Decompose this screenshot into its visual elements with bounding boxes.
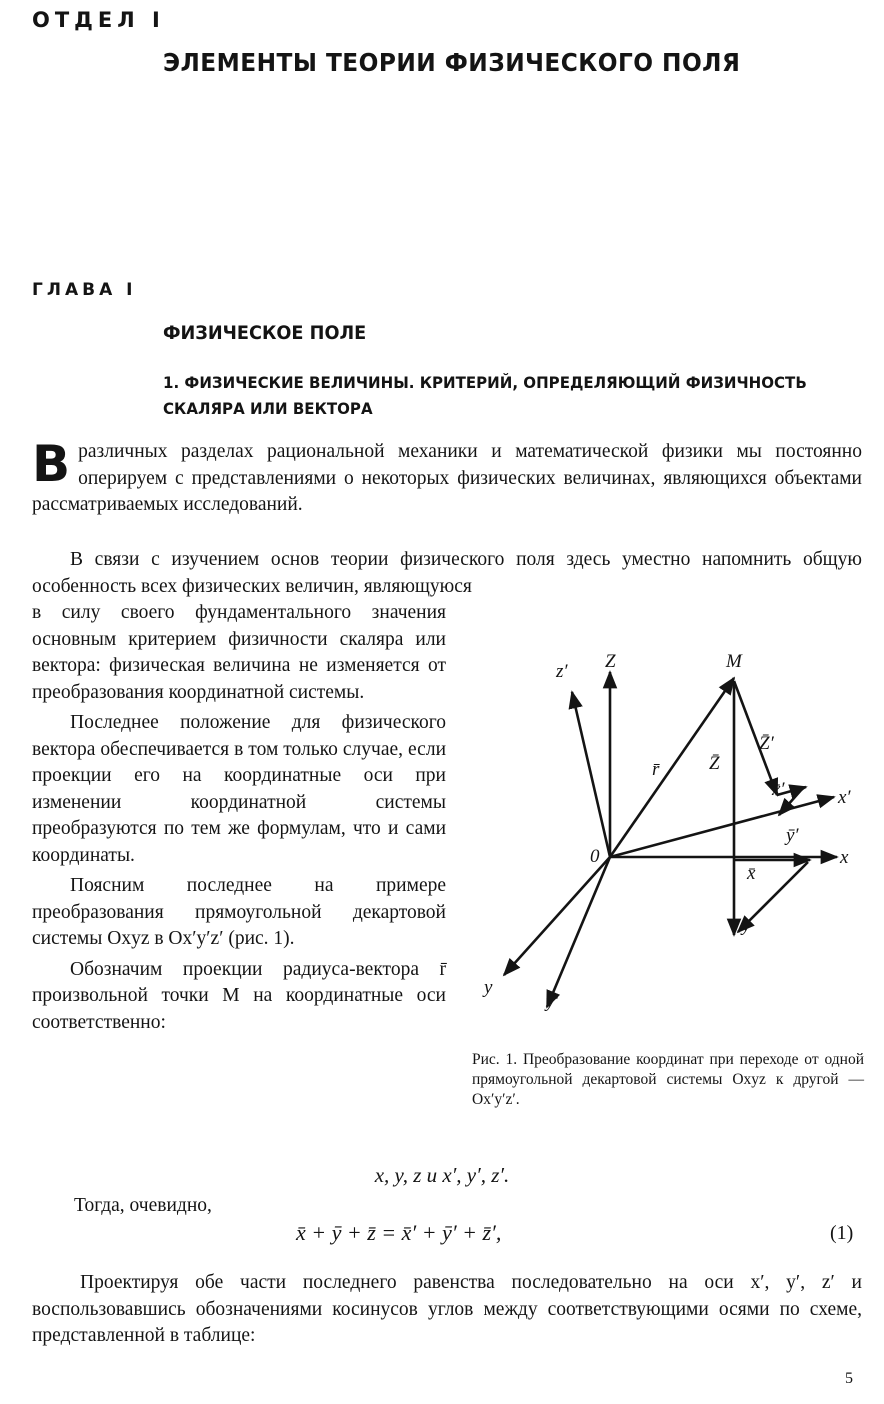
chapter-label: ГЛАВА I: [32, 280, 137, 300]
label-z-prime: z′: [556, 661, 568, 682]
label-x: x: [840, 847, 849, 868]
paragraph-intro-text: различных разделах рациональной механики и математической физики мы постоянно оперируем с представлениями о некоторых физических величинах, являющихся объектами рассматриваемых исследований.: [32, 441, 862, 515]
coordinate-figure: [472, 645, 864, 1025]
paragraph-criterion-cont: в силу своего фундаментального значения основным критерием физичности скаляра или вектора: физическая величина не изменяется от преобразования координатной системы.: [32, 602, 446, 703]
label-origin: 0: [590, 846, 600, 867]
label-Z-bar: Z̄: [709, 753, 720, 774]
label-y: y: [484, 977, 493, 998]
chapter-title: ФИЗИЧЕСКОЕ ПОЛЕ: [163, 322, 367, 344]
drop-cap: В: [32, 435, 71, 493]
paragraph-vector: Последнее положение для физического вектора обеспечивается в том только случае, если проекции его на координатные оси при изменении координатной системы преобразуются по тем же формулам, что и сами координаты.: [32, 712, 446, 866]
page-number: 5: [845, 1370, 853, 1387]
paragraph-criterion: В связи с изучением основ теории физического поля здесь уместно напомнить общую особенность всех физических величин, являющуюся: [32, 549, 862, 597]
label-y-bar: ȳ: [742, 915, 751, 936]
paragraph-projecting: Проектируя обе части последнего равенства последовательно на оси x′, y′, z′ и воспользовавшись обозначениями косинусов углов между соответствующими осями по схеме, представленной в таблице:: [32, 1272, 862, 1346]
axis-x-prime: [610, 797, 834, 857]
left-column: [32, 600, 446, 1036]
label-r: r̄: [652, 759, 660, 780]
label-y-bar-prime: ȳ′: [786, 825, 799, 846]
then-text: Тогда, очевидно,: [74, 1195, 212, 1216]
coords-line: x, y, z и x′, y′, z′.: [374, 1163, 510, 1187]
label-M: M: [726, 651, 742, 672]
figure-caption: Рис. 1. Преобразование координат при переходе от одной прямоугольной декартовой системы Oxyz к другой — Ox′y′z′.: [472, 1051, 864, 1108]
paragraph-projections: Обозначим проекции радиуса-вектора r̄ произвольной точки M на координатные оси соответственно:: [32, 958, 446, 1033]
equation-1: x̄ + ȳ + z̄ = x̄′ + ȳ′ + z̄′,: [296, 1220, 502, 1245]
label-y-prime: y′: [546, 991, 559, 1012]
axis-y-prime: [547, 857, 610, 1007]
axis-y: [504, 857, 610, 975]
label-x-prime: x′: [838, 787, 851, 808]
equation-1-number: (1): [830, 1222, 854, 1244]
label-x-bar: x̄: [747, 863, 756, 884]
part-title: ЭЛЕМЕНТЫ ТЕОРИИ ФИЗИЧЕСКОГО ПОЛЯ: [163, 48, 741, 77]
paragraph-example: Поясним последнее на примере преобразования прямоугольной декартовой системы Oxyz в Ox′y′z′ (рис. 1).: [32, 875, 446, 949]
part-label: ОТДЕЛ I: [32, 8, 165, 32]
axis-z-prime: [572, 692, 610, 857]
label-z: Z: [605, 651, 616, 672]
section-title: 1. ФИЗИЧЕСКИЕ ВЕЛИЧИНЫ. КРИТЕРИЙ, ОПРЕДЕЛЯЮЩИЙ ФИЗИЧНОСТЬ СКАЛЯРА ИЛИ ВЕКТОРА: [163, 373, 807, 418]
paragraph-intro: [32, 435, 862, 519]
label-Z-bar-prime: Z̄′: [759, 733, 774, 754]
label-x-bar-prime: x̄′: [772, 779, 785, 800]
